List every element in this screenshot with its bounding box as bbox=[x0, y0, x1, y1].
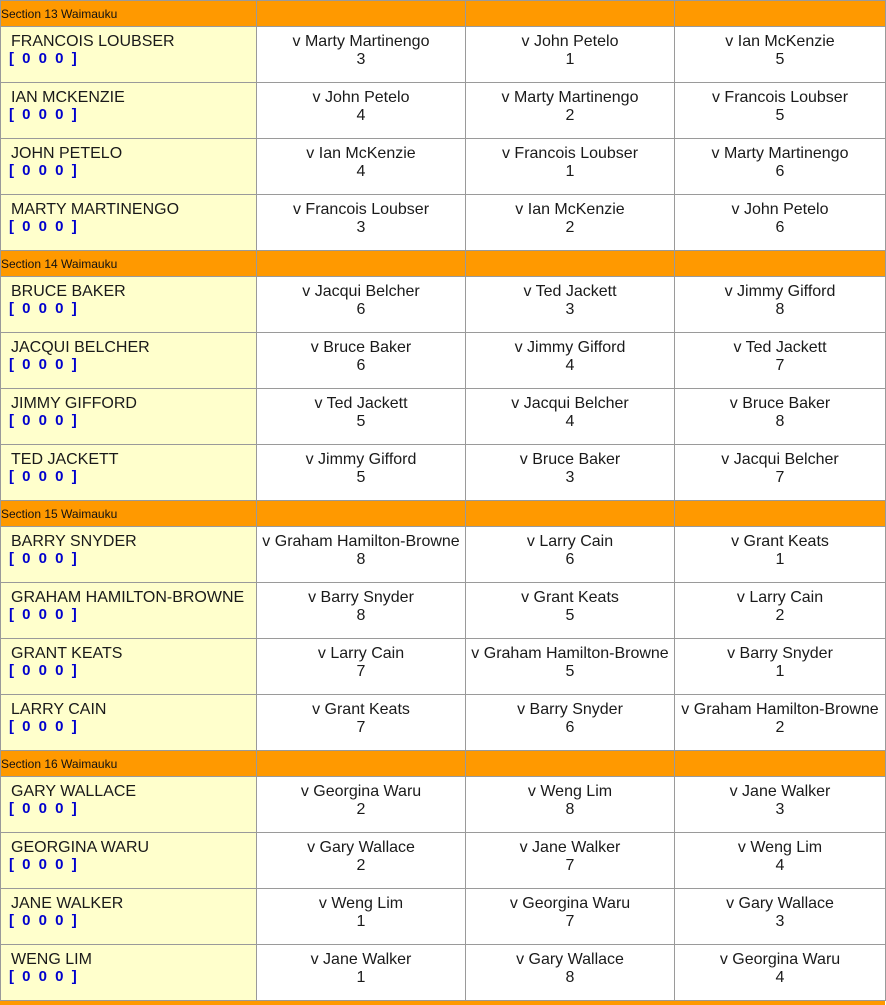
rink-number: 8 bbox=[775, 301, 785, 318]
match-cell bbox=[466, 945, 675, 1001]
opponent-name: v Bruce Baker bbox=[729, 395, 831, 412]
player-name: LARRY CAIN bbox=[11, 701, 107, 718]
match-cell bbox=[466, 695, 675, 751]
match-cell bbox=[466, 639, 675, 695]
player-row bbox=[1, 639, 886, 695]
player-name: TED JACKETT bbox=[11, 451, 119, 468]
player-cell bbox=[1, 277, 257, 333]
player-row bbox=[1, 389, 886, 445]
rink-number: 4 bbox=[356, 107, 366, 124]
player-cell bbox=[1, 945, 257, 1001]
match-cell bbox=[257, 695, 466, 751]
opponent-name: v Ted Jackett bbox=[523, 283, 617, 300]
section-header-cell bbox=[466, 251, 675, 277]
opponent-name: v Jacqui Belcher bbox=[302, 283, 420, 300]
match-cell bbox=[257, 777, 466, 833]
player-name: GRAHAM HAMILTON-BROWNE bbox=[11, 589, 245, 606]
score-link[interactable]: [ 0 0 0 ] bbox=[9, 912, 79, 929]
match-cell bbox=[675, 139, 886, 195]
player-cell bbox=[1, 639, 257, 695]
section-header-cell bbox=[675, 751, 886, 777]
match-cell bbox=[257, 445, 466, 501]
match-cell bbox=[257, 833, 466, 889]
rink-number: 6 bbox=[775, 163, 785, 180]
rink-number: 4 bbox=[565, 357, 575, 374]
opponent-name: v Weng Lim bbox=[318, 895, 404, 912]
match-cell bbox=[675, 945, 886, 1001]
rink-number: 1 bbox=[775, 551, 785, 568]
section-title: Section 14 Waimauku bbox=[1, 251, 257, 277]
player-cell bbox=[1, 833, 257, 889]
match-cell bbox=[257, 945, 466, 1001]
player-row bbox=[1, 583, 886, 639]
opponent-name: v Jane Walker bbox=[310, 951, 412, 968]
player-row bbox=[1, 83, 886, 139]
rink-number: 8 bbox=[565, 801, 575, 818]
section-header bbox=[1, 501, 886, 527]
draw-table-body bbox=[1, 1, 886, 1001]
rink-number: 3 bbox=[565, 301, 575, 318]
match-cell bbox=[675, 695, 886, 751]
match-cell bbox=[675, 333, 886, 389]
opponent-name: v Graham Hamilton-Browne bbox=[262, 533, 460, 550]
score-link[interactable]: [ 0 0 0 ] bbox=[9, 218, 79, 235]
player-name: JACQUI BELCHER bbox=[11, 339, 150, 356]
opponent-name: v Georgina Waru bbox=[509, 895, 631, 912]
score-link[interactable]: [ 0 0 0 ] bbox=[9, 550, 79, 567]
section-header bbox=[1, 1, 886, 27]
opponent-name: v John Petelo bbox=[312, 89, 410, 106]
section-header-cell bbox=[675, 251, 886, 277]
score-link[interactable]: [ 0 0 0 ] bbox=[9, 800, 79, 817]
rink-number: 7 bbox=[565, 913, 575, 930]
section-header-cell bbox=[257, 751, 466, 777]
match-cell bbox=[466, 139, 675, 195]
match-cell bbox=[257, 195, 466, 251]
player-name: BRUCE BAKER bbox=[11, 283, 126, 300]
score-link[interactable]: [ 0 0 0 ] bbox=[9, 300, 79, 317]
rink-number: 2 bbox=[565, 107, 575, 124]
rink-number: 5 bbox=[565, 607, 575, 624]
match-cell bbox=[257, 139, 466, 195]
opponent-name: v Jimmy Gifford bbox=[305, 451, 417, 468]
opponent-name: v Weng Lim bbox=[527, 783, 613, 800]
rink-number: 2 bbox=[775, 607, 785, 624]
match-cell bbox=[257, 527, 466, 583]
score-link[interactable]: [ 0 0 0 ] bbox=[9, 468, 79, 485]
opponent-name: v Barry Snyder bbox=[308, 589, 414, 606]
player-cell bbox=[1, 195, 257, 251]
player-row bbox=[1, 139, 886, 195]
player-cell bbox=[1, 889, 257, 945]
rink-number: 5 bbox=[565, 663, 575, 680]
match-cell bbox=[675, 195, 886, 251]
opponent-name: v John Petelo bbox=[521, 33, 619, 50]
opponent-name: v Larry Cain bbox=[526, 533, 614, 550]
rink-number: 3 bbox=[356, 219, 366, 236]
match-cell bbox=[257, 277, 466, 333]
opponent-name: v Weng Lim bbox=[737, 839, 823, 856]
score-link[interactable]: [ 0 0 0 ] bbox=[9, 412, 79, 429]
rink-number: 1 bbox=[565, 163, 575, 180]
opponent-name: v Jacqui Belcher bbox=[511, 395, 629, 412]
player-row bbox=[1, 833, 886, 889]
rink-number: 2 bbox=[356, 801, 366, 818]
match-cell bbox=[675, 833, 886, 889]
player-cell bbox=[1, 583, 257, 639]
opponent-name: v Marty Martinengo bbox=[711, 145, 849, 162]
section-header bbox=[1, 251, 886, 277]
rink-number: 6 bbox=[565, 551, 575, 568]
rink-number: 2 bbox=[356, 857, 366, 874]
opponent-name: v Francois Loubser bbox=[501, 145, 639, 162]
player-row bbox=[1, 445, 886, 501]
section-header-cell bbox=[257, 501, 466, 527]
section-header-cell bbox=[466, 1, 675, 27]
rink-number: 3 bbox=[565, 469, 575, 486]
opponent-name: v Ted Jackett bbox=[314, 395, 408, 412]
rink-number: 6 bbox=[356, 357, 366, 374]
opponent-name: v Grant Keats bbox=[731, 533, 829, 550]
match-cell bbox=[466, 777, 675, 833]
match-cell bbox=[257, 83, 466, 139]
match-cell bbox=[466, 277, 675, 333]
match-cell bbox=[675, 583, 886, 639]
player-cell bbox=[1, 777, 257, 833]
rink-number: 7 bbox=[775, 357, 785, 374]
opponent-name: v Marty Martinengo bbox=[501, 89, 639, 106]
rink-number: 5 bbox=[356, 469, 366, 486]
opponent-name: v Francois Loubser bbox=[292, 201, 430, 218]
match-cell bbox=[466, 27, 675, 83]
player-cell bbox=[1, 27, 257, 83]
match-cell bbox=[466, 833, 675, 889]
match-cell bbox=[466, 333, 675, 389]
player-name: MARTY MARTINENGO bbox=[11, 201, 180, 218]
opponent-name: v Larry Cain bbox=[317, 645, 405, 662]
rink-number: 3 bbox=[775, 801, 785, 818]
match-cell bbox=[257, 27, 466, 83]
rink-number: 1 bbox=[565, 51, 575, 68]
opponent-name: v Gary Wallace bbox=[307, 839, 415, 856]
match-cell bbox=[675, 277, 886, 333]
opponent-name: v Georgina Waru bbox=[719, 951, 841, 968]
match-cell bbox=[466, 889, 675, 945]
opponent-name: v Barry Snyder bbox=[517, 701, 623, 718]
section-header-cell bbox=[466, 751, 675, 777]
section-header bbox=[1, 751, 886, 777]
match-cell bbox=[466, 527, 675, 583]
opponent-name: v John Petelo bbox=[731, 201, 829, 218]
match-cell bbox=[257, 889, 466, 945]
player-row bbox=[1, 777, 886, 833]
match-cell bbox=[466, 583, 675, 639]
opponent-name: v Jimmy Gifford bbox=[514, 339, 626, 356]
score-link[interactable]: [ 0 0 0 ] bbox=[9, 718, 79, 735]
match-cell bbox=[675, 389, 886, 445]
rink-number: 2 bbox=[775, 719, 785, 736]
section-header-cell bbox=[675, 501, 886, 527]
match-cell bbox=[257, 583, 466, 639]
rink-number: 7 bbox=[565, 857, 575, 874]
opponent-name: v Marty Martinengo bbox=[292, 33, 430, 50]
rink-number: 4 bbox=[356, 163, 366, 180]
rink-number: 1 bbox=[356, 913, 366, 930]
match-cell bbox=[675, 83, 886, 139]
opponent-name: v Graham Hamilton-Browne bbox=[471, 645, 669, 662]
section-title: Section 13 Waimauku bbox=[1, 1, 257, 27]
section-header-cell bbox=[466, 501, 675, 527]
player-name: IAN MCKENZIE bbox=[11, 89, 125, 106]
rink-number: 6 bbox=[775, 219, 785, 236]
rink-number: 5 bbox=[775, 107, 785, 124]
player-name: GARY WALLACE bbox=[11, 783, 137, 800]
opponent-name: v Graham Hamilton-Browne bbox=[681, 701, 879, 718]
rink-number: 8 bbox=[356, 607, 366, 624]
opponent-name: v Grant Keats bbox=[521, 589, 619, 606]
rink-number: 6 bbox=[356, 301, 366, 318]
player-row bbox=[1, 695, 886, 751]
player-name: GRANT KEATS bbox=[11, 645, 123, 662]
player-cell bbox=[1, 333, 257, 389]
player-name: WENG LIM bbox=[11, 951, 92, 968]
match-cell bbox=[257, 333, 466, 389]
match-cell bbox=[466, 83, 675, 139]
match-cell bbox=[675, 27, 886, 83]
rink-number: 8 bbox=[775, 413, 785, 430]
player-cell bbox=[1, 139, 257, 195]
opponent-name: v Bruce Baker bbox=[519, 451, 621, 468]
match-cell bbox=[257, 639, 466, 695]
rink-number: 5 bbox=[775, 51, 785, 68]
player-name: JIMMY GIFFORD bbox=[11, 395, 137, 412]
opponent-name: v Ian McKenzie bbox=[306, 145, 416, 162]
player-row bbox=[1, 527, 886, 583]
score-link[interactable]: [ 0 0 0 ] bbox=[9, 856, 79, 873]
match-cell bbox=[675, 639, 886, 695]
match-cell bbox=[675, 777, 886, 833]
player-cell bbox=[1, 83, 257, 139]
rink-number: 8 bbox=[565, 969, 575, 986]
opponent-name: v Ian McKenzie bbox=[515, 201, 625, 218]
opponent-name: v Francois Loubser bbox=[711, 89, 849, 106]
opponent-name: v Jane Walker bbox=[729, 783, 831, 800]
match-cell bbox=[675, 445, 886, 501]
score-link[interactable]: [ 0 0 0 ] bbox=[9, 106, 79, 123]
match-cell bbox=[675, 889, 886, 945]
opponent-name: v Jane Walker bbox=[519, 839, 621, 856]
rink-number: 2 bbox=[565, 219, 575, 236]
opponent-name: v Ted Jackett bbox=[733, 339, 827, 356]
section-header-cell bbox=[675, 1, 886, 27]
player-name: JOHN PETELO bbox=[11, 145, 123, 162]
opponent-name: v Gary Wallace bbox=[726, 895, 834, 912]
rink-number: 3 bbox=[775, 913, 785, 930]
rink-number: 1 bbox=[775, 663, 785, 680]
player-row bbox=[1, 277, 886, 333]
section-header-cell bbox=[257, 251, 466, 277]
section-title: Section 15 Waimauku bbox=[1, 501, 257, 527]
rink-number: 6 bbox=[565, 719, 575, 736]
match-cell bbox=[466, 195, 675, 251]
opponent-name: v Jimmy Gifford bbox=[724, 283, 836, 300]
player-row bbox=[1, 27, 886, 83]
player-row bbox=[1, 889, 886, 945]
rink-number: 7 bbox=[775, 469, 785, 486]
player-row bbox=[1, 195, 886, 251]
section-title: Section 16 Waimauku bbox=[1, 751, 257, 777]
score-link[interactable]: [ 0 0 0 ] bbox=[9, 968, 79, 985]
opponent-name: v Bruce Baker bbox=[310, 339, 412, 356]
rink-number: 4 bbox=[565, 413, 575, 430]
player-row bbox=[1, 333, 886, 389]
opponent-name: v Barry Snyder bbox=[727, 645, 833, 662]
score-link[interactable]: [ 0 0 0 ] bbox=[9, 356, 79, 373]
score-link[interactable]: [ 0 0 0 ] bbox=[9, 162, 79, 179]
score-link[interactable]: [ 0 0 0 ] bbox=[9, 606, 79, 623]
match-cell bbox=[257, 389, 466, 445]
player-name: BARRY SNYDER bbox=[11, 533, 137, 550]
opponent-name: v Gary Wallace bbox=[516, 951, 624, 968]
rink-number: 7 bbox=[356, 663, 366, 680]
rink-number: 5 bbox=[356, 413, 366, 430]
rink-number: 8 bbox=[356, 551, 366, 568]
player-cell bbox=[1, 695, 257, 751]
section-header-cell bbox=[257, 1, 466, 27]
player-name: FRANCOIS LOUBSER bbox=[11, 33, 175, 50]
rink-number: 3 bbox=[356, 51, 366, 68]
opponent-name: v Georgina Waru bbox=[300, 783, 422, 800]
match-cell bbox=[466, 445, 675, 501]
player-name: GEORGINA WARU bbox=[11, 839, 150, 856]
score-link[interactable]: [ 0 0 0 ] bbox=[9, 662, 79, 679]
opponent-name: v Larry Cain bbox=[736, 589, 824, 606]
match-cell bbox=[466, 389, 675, 445]
score-link[interactable]: [ 0 0 0 ] bbox=[9, 50, 79, 67]
rink-number: 4 bbox=[775, 969, 785, 986]
opponent-name: v Grant Keats bbox=[312, 701, 410, 718]
player-cell bbox=[1, 445, 257, 501]
section-header-strip bbox=[0, 1001, 885, 1005]
player-row bbox=[1, 945, 886, 1001]
opponent-name: v Ian McKenzie bbox=[725, 33, 835, 50]
match-cell bbox=[675, 527, 886, 583]
rink-number: 7 bbox=[356, 719, 366, 736]
player-cell bbox=[1, 389, 257, 445]
rink-number: 1 bbox=[356, 969, 366, 986]
rink-number: 4 bbox=[775, 857, 785, 874]
player-name: JANE WALKER bbox=[11, 895, 124, 912]
opponent-name: v Jacqui Belcher bbox=[721, 451, 839, 468]
player-cell bbox=[1, 527, 257, 583]
